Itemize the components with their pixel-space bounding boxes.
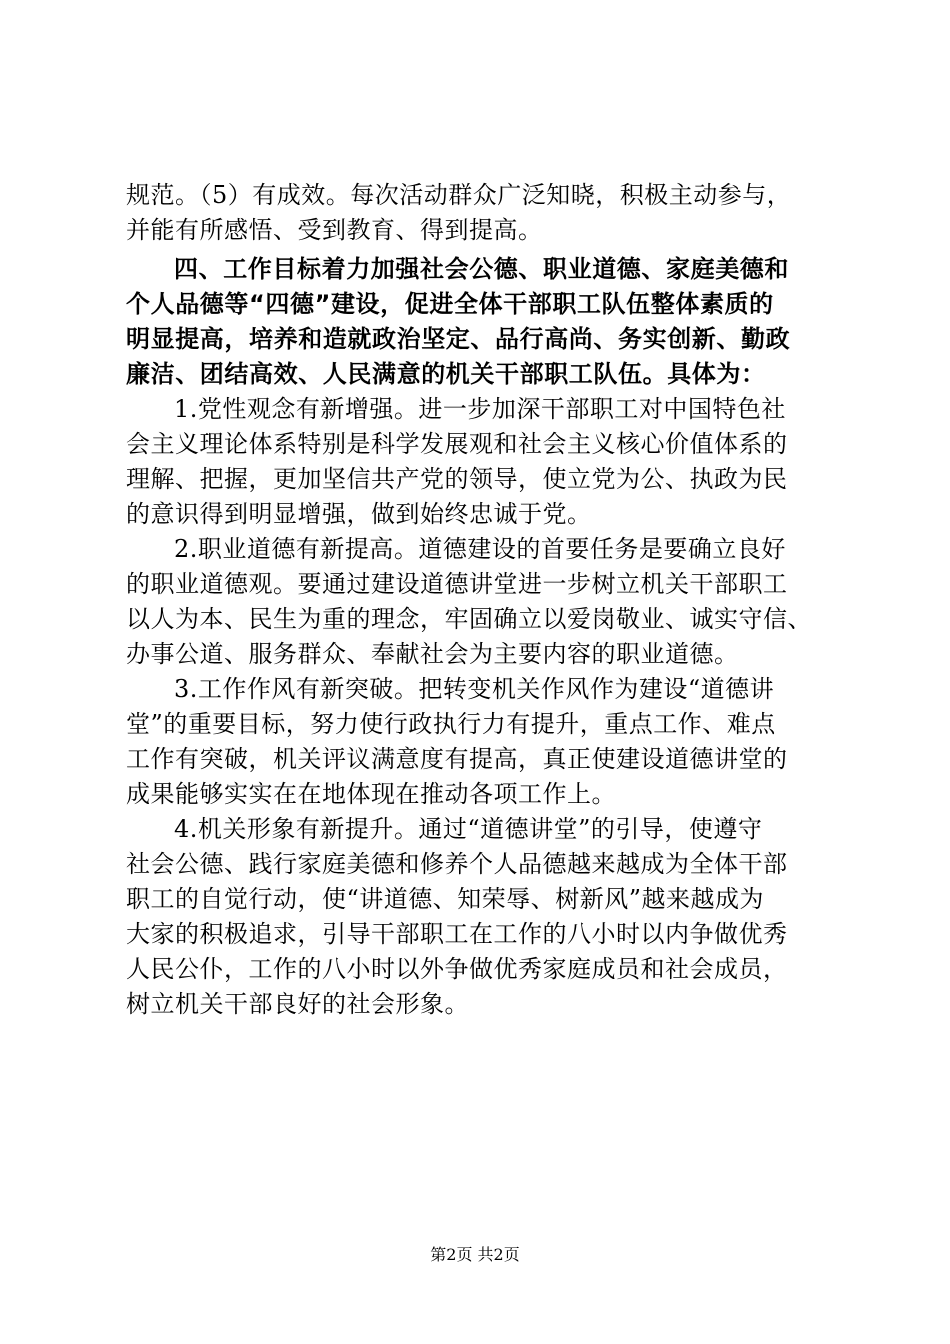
heading-line: 廉洁、团结高效、人民满意的机关干部职工队伍。具体为： [126,360,766,388]
text-line: 会主义理论体系特别是科学发展观和社会主义核心价值体系的 [126,430,788,458]
text-line: 树立机关干部良好的社会形象。 [126,990,469,1018]
document-body [126,178,846,1022]
item-3-paragraph [126,672,846,812]
text-line: 理解、把握，更加坚信共产党的领导，使立党为公、执政为民 [126,465,788,493]
item-1-paragraph [126,392,846,532]
item-2-paragraph [126,532,846,672]
text-line: 以人为本、民生为重的理念，牢固确立以爱岗敬业、诚实守信、 [126,605,812,633]
text-line: 人民公仆，工作的八小时以外争做优秀家庭成员和社会成员， [126,955,788,983]
text-line: 2.职业道德有新提高。道德建设的首要任务是要确立良好 [174,535,786,563]
section-4-heading [126,252,846,392]
text-line: 大家的积极追求，引导干部职工在工作的八小时以内争做优秀 [126,920,788,948]
heading-line: 个人品德等“四德”建设，促进全体干部职工队伍整体素质的 [126,290,774,318]
paragraph-5-tail [126,178,846,248]
text-line: 堂”的重要目标，努力使行政执行力有提升，重点工作、难点 [126,710,776,738]
heading-line: 四、工作目标着力加强社会公德、职业道德、家庭美德和 [174,255,789,283]
text-line: 职工的自觉行动，使“讲道德、知荣辱、树新风”越来越成为 [126,885,765,913]
text-line: 并能有所感悟、受到教育、得到提高。 [126,216,543,244]
text-line: 的意识得到明显增强，做到始终忠诚于党。 [126,500,592,528]
text-line: 的职业道德观。要通过建设道德讲堂进一步树立机关干部职工 [126,570,788,598]
item-4-paragraph [126,812,846,1022]
text-line: 1.党性观念有新增强。进一步加深干部职工对中国特色社 [174,395,786,423]
text-line: 工作有突破，机关评议满意度有提高，真正使建设道德讲堂的 [126,745,788,773]
text-line: 社会公德、践行家庭美德和修养个人品德越来越成为全体干部 [126,850,788,878]
heading-line: 明显提高，培养和造就政治坚定、品行高尚、务实创新、勤政 [126,325,791,353]
text-line: 4.机关形象有新提升。通过“道德讲堂”的引导，使遵守 [174,815,763,843]
text-line: 规范。（5）有成效。每次活动群众广泛知晓，积极主动参与， [126,181,792,209]
text-line: 3.工作作风有新突破。把转变机关作风作为建设“道德讲 [174,675,775,703]
text-line: 办事公道、服务群众、奉献社会为主要内容的职业道德。 [126,640,739,668]
page-number-footer: 第2页 共2页 [430,1245,520,1264]
text-line: 成果能够实实在在地体现在推动各项工作上。 [126,780,616,808]
